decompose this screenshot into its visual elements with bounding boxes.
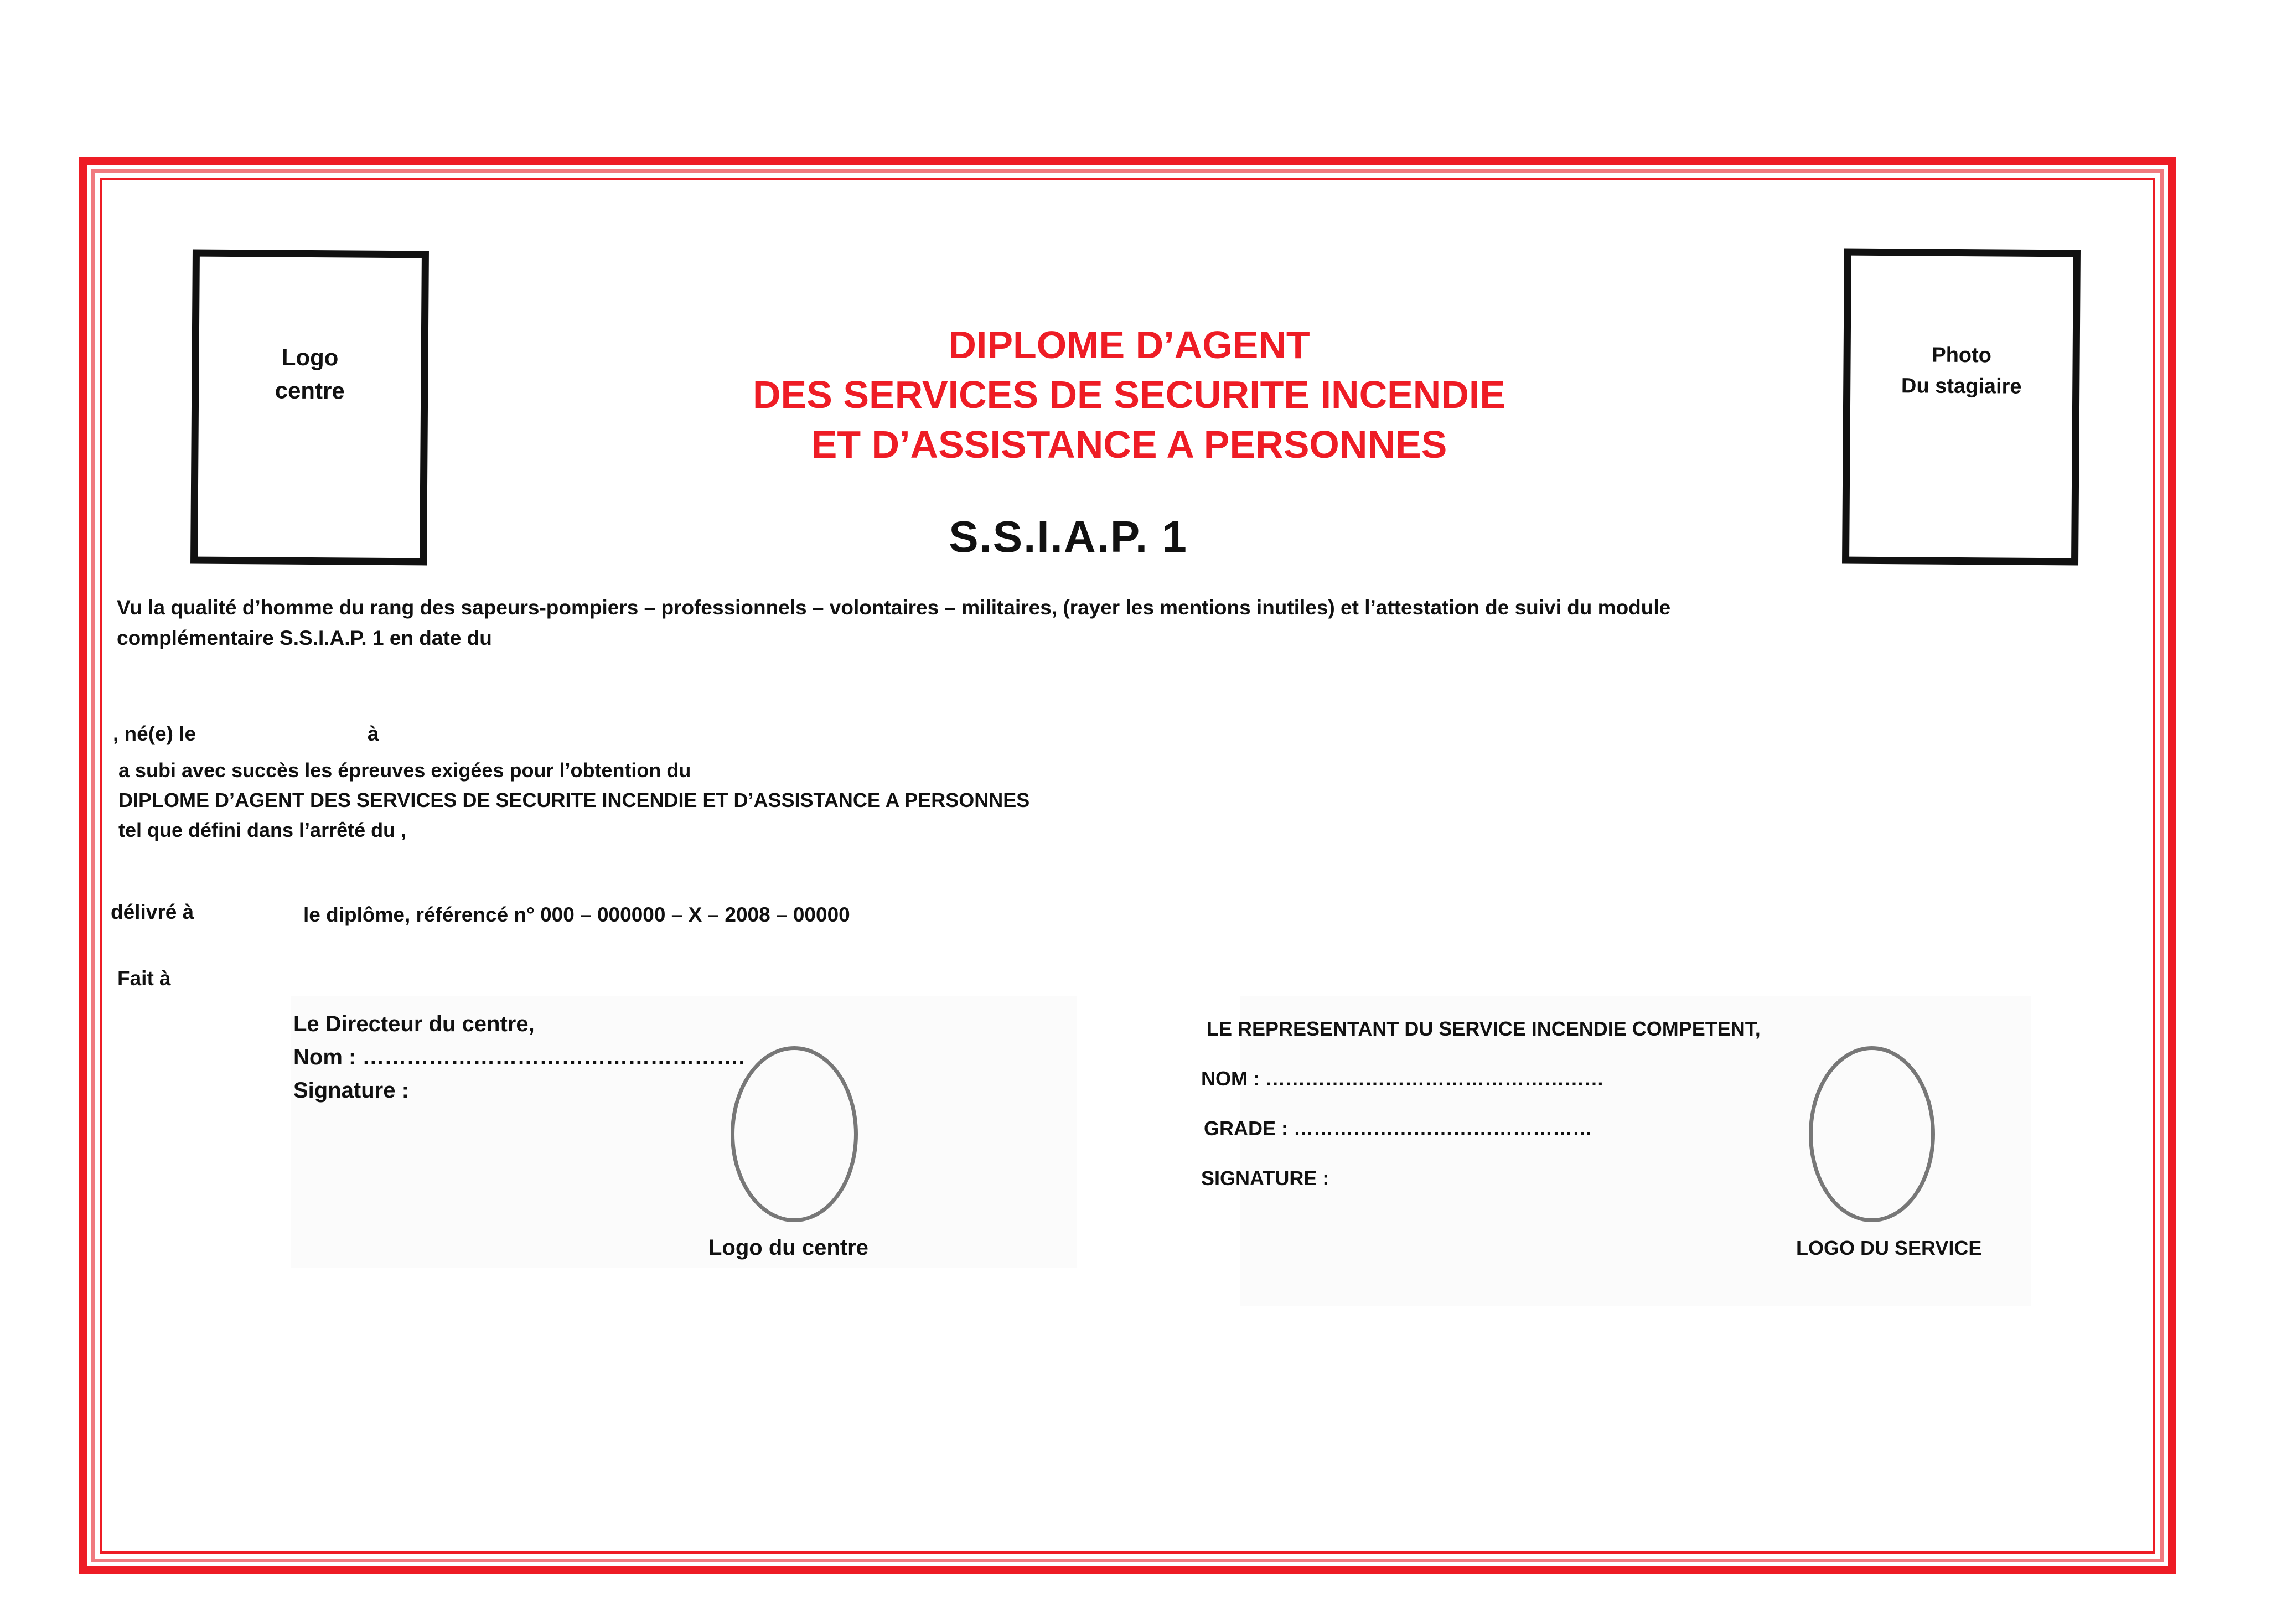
success-line-1: a subi avec succès les épreuves exigées pour l’obtention du (118, 759, 691, 782)
director-signature-label: Signature : (293, 1078, 409, 1103)
logo-centre-label-line1: Logo (281, 344, 339, 371)
photo-stagiaire-label (1901, 339, 2022, 402)
service-logo-caption: LOGO DU SERVICE (1796, 1237, 1982, 1259)
diploma-title (587, 320, 1672, 469)
vu-line-1: Vu la qualité d’homme du rang des sapeurs-pompiers – professionnels – volontaires – militaires, (rayer les mentions inutiles) et l’attestation de suivi du module (117, 596, 1671, 619)
delivered-to-label: délivré à (111, 901, 194, 923)
centre-seal-placeholder (731, 1046, 858, 1222)
logo-centre-label (275, 341, 345, 408)
representative-name: NOM : …………………………………………… (1201, 1067, 1604, 1090)
photo-label-line1: Photo (1932, 343, 1992, 368)
diploma-reference: le diplôme, référencé n° 000 – 000000 – X – 2008 – 00000 (303, 903, 850, 926)
born-on-label: , né(e) le (113, 722, 196, 745)
director-title: Le Directeur du centre, (293, 1012, 535, 1036)
representative-title: LE REPRESENTANT DU SERVICE INCENDIE COMPETENT, (1207, 1017, 1761, 1040)
director-name: Nom : ……………………………………………. (293, 1045, 745, 1069)
diploma-subtitle: S.S.I.A.P. 1 (949, 512, 1188, 561)
photo-label-line2: Du stagiaire (1901, 374, 2022, 399)
success-line-3: tel que défini dans l’arrêté du , (118, 819, 407, 841)
photo-stagiaire-box (1842, 249, 2081, 566)
diploma-title-line2: DES SERVICES DE SECURITE INCENDIE (752, 373, 1506, 416)
success-line-2: DIPLOME D’AGENT DES SERVICES DE SECURITE INCENDIE ET D’ASSISTANCE A PERSONNES (118, 789, 1030, 811)
diploma-title-line3: ET D’ASSISTANCE A PERSONNES (811, 423, 1447, 466)
logo-centre-box (190, 250, 429, 566)
centre-logo-caption: Logo du centre (708, 1235, 868, 1260)
service-seal-placeholder (1809, 1046, 1935, 1222)
diploma-title-line1: DIPLOME D’AGENT (948, 323, 1310, 366)
director-signature-area (291, 996, 1077, 1268)
vu-line-2: complémentaire S.S.I.A.P. 1 en date du (117, 627, 492, 649)
logo-centre-label-line2: centre (275, 377, 345, 404)
done-at-label: Fait à (117, 967, 171, 990)
born-at-label: à (368, 722, 379, 745)
representative-signature-label: SIGNATURE : (1201, 1167, 1329, 1189)
representative-grade: GRADE : ……………………………………… (1204, 1117, 1592, 1140)
